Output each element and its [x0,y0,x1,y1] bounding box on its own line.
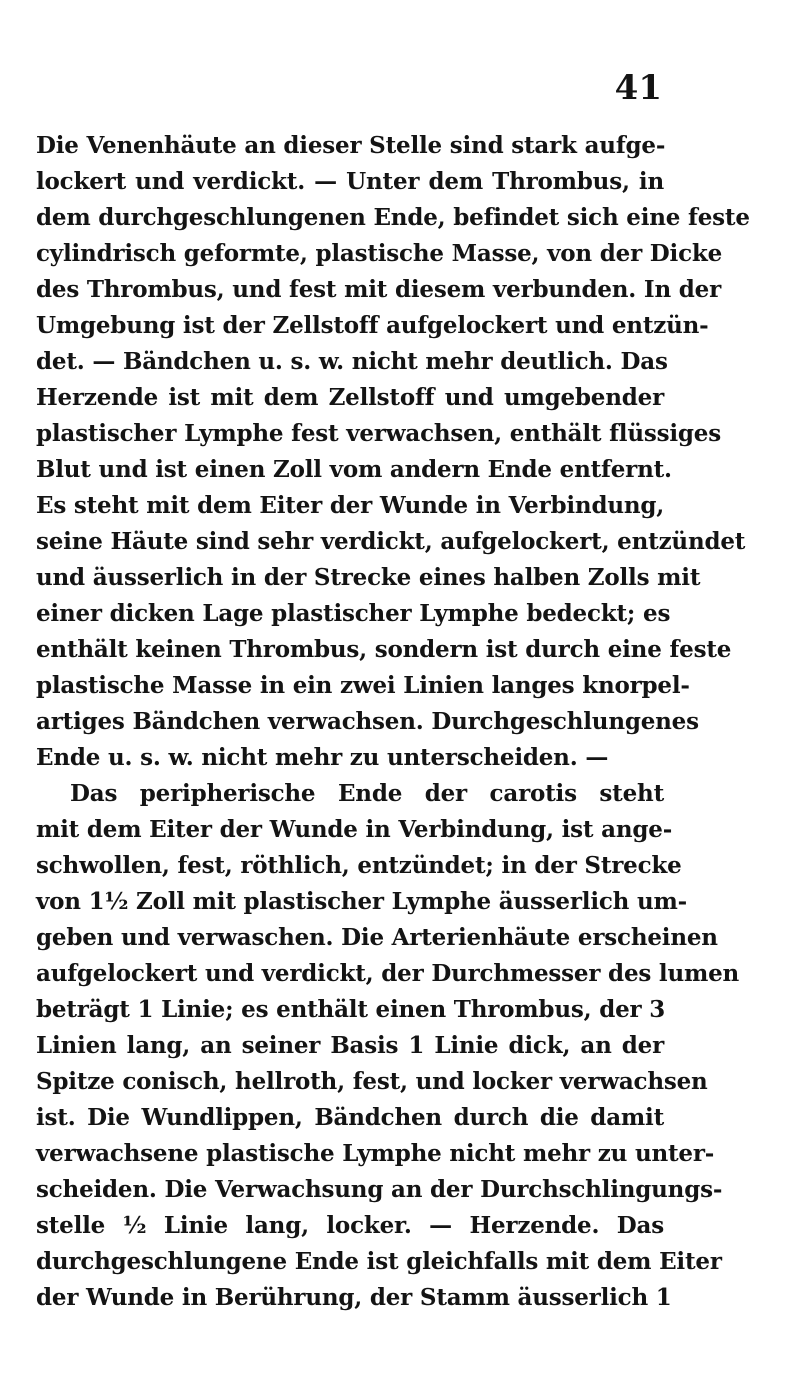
text-line-26: Linien lang, an seiner Basis 1 Linie dick, an der [36,1032,664,1059]
text-line-9: plastischer Lymphe fest verwachsen, enthält flüssiges [36,420,721,447]
text-line-13: und äusserlich in der Strecke eines halben Zolls mit [36,564,701,591]
body-text [36,128,750,1316]
text-line-20: mit dem Eiter der Wunde in Verbindung, ist ange- [36,816,673,843]
page-number: 41 [614,68,662,108]
text-line-30: scheiden. Die Verwachsung an der Durchschlingungs- [36,1176,723,1203]
text-line-6: Umgebung ist der Zellstoff aufgelockert und entzün- [36,312,709,339]
text-line-31: stelle ½ Linie lang, locker. — Herzende. Das [36,1212,664,1239]
text-line-2: lockert und verdickt. — Unter dem Thrombus, in [36,168,664,195]
text-line-10: Blut und ist einen Zoll vom andern Ende entfernt. [36,456,672,483]
text-line-8: Herzende ist mit dem Zellstoff und umgebender [36,384,664,411]
text-line-25: beträgt 1 Linie; es enthält einen Thrombus, der 3 [36,996,666,1023]
text-line-3: dem durchgeschlungenen Ende, befindet sich eine feste [36,204,750,231]
text-line-11: Es steht mit dem Eiter der Wunde in Verbindung, [36,492,665,519]
text-line-1: Die Venenhäute an dieser Stelle sind stark aufge- [36,132,666,159]
text-line-4: cylindrisch geformte, plastische Masse, von der Dicke [36,240,723,267]
text-line-23: geben und verwaschen. Die Arterienhäute erscheinen [36,924,718,951]
text-line-33: der Wunde in Berührung, der Stamm äusserlich 1 [36,1284,672,1311]
text-line-12: seine Häute sind sehr verdickt, aufgelockert, entzündet [36,528,746,555]
text-line-5: des Thrombus, und fest mit diesem verbunden. In der [36,276,722,303]
text-line-24: aufgelockert und verdickt, der Durchmesser des lumen [36,960,740,987]
text-line-22: von 1½ Zoll mit plastischer Lymphe äusserlich um- [36,888,688,915]
text-line-19: Das peripherische Ende der carotis steht [70,780,664,807]
text-line-15: enthält keinen Thrombus, sondern ist durch eine feste [36,636,732,663]
text-line-29: verwachsene plastische Lymphe nicht mehr zu unter- [36,1140,715,1167]
text-line-14: einer dicken Lage plastischer Lymphe bedeckt; es [36,600,671,627]
text-line-32: durchgeschlungene Ende ist gleichfalls mit dem Eiter [36,1248,722,1275]
text-line-7: det. — Bändchen u. s. w. nicht mehr deutlich. Das [36,348,668,375]
text-line-28: ist. Die Wundlippen, Bändchen durch die damit [36,1104,664,1131]
text-line-18: Ende u. s. w. nicht mehr zu unterscheiden. — [36,744,609,771]
text-line-27: Spitze conisch, hellroth, fest, und locker verwachsen [36,1068,708,1095]
text-line-21: schwollen, fest, röthlich, entzündet; in der Strecke [36,852,682,879]
text-line-16: plastische Masse in ein zwei Linien langes knorpel- [36,672,690,699]
text-line-17: artiges Bändchen verwachsen. Durchgeschlungenes [36,708,699,735]
